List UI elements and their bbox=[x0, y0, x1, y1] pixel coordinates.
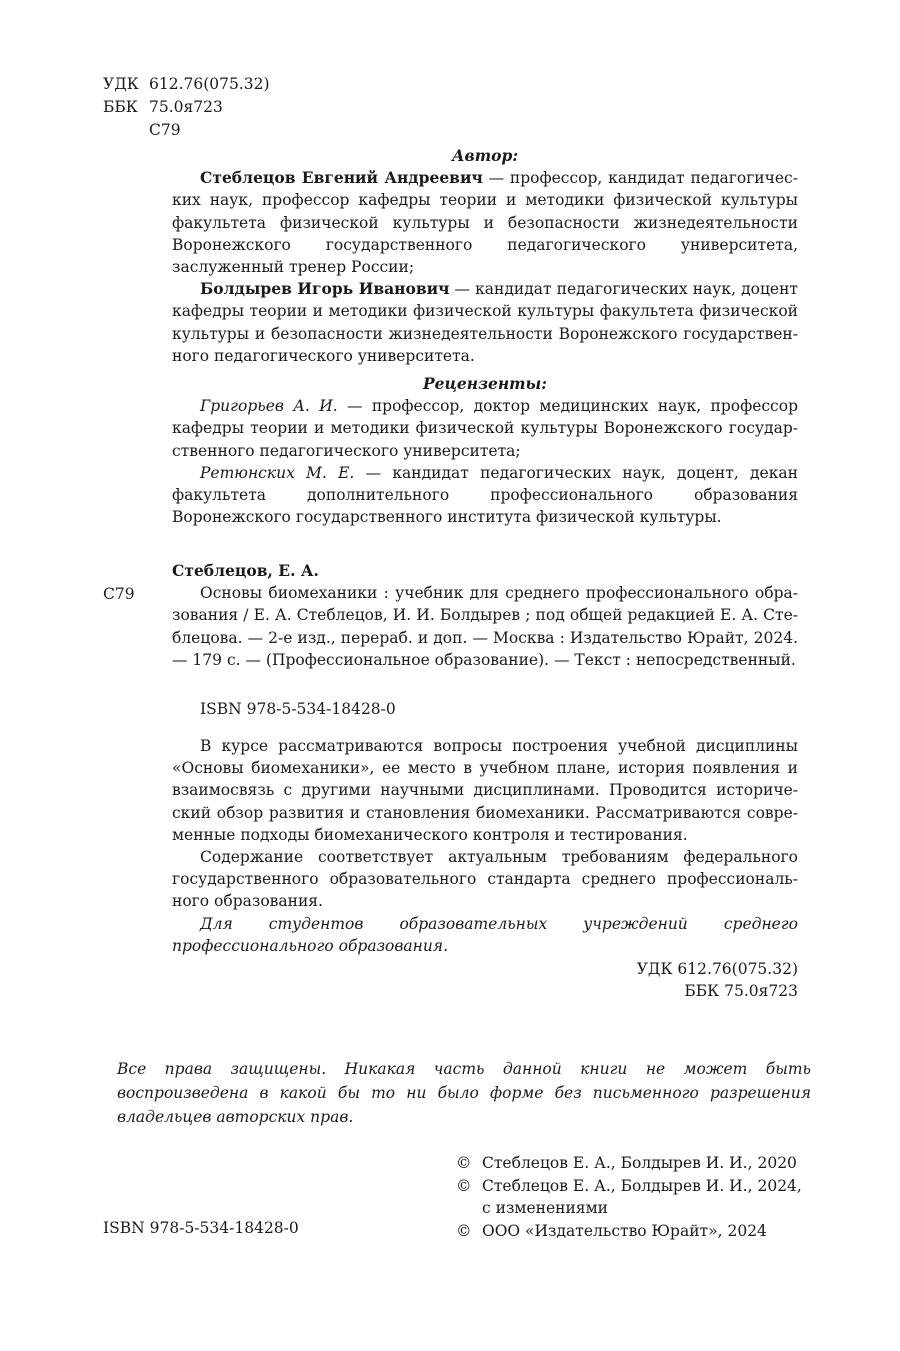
copyright-continuation: с изменениями bbox=[482, 1199, 608, 1217]
udk-code: УДК 612.76(075.32) bbox=[636, 960, 798, 978]
copyright-symbol: © bbox=[456, 1176, 472, 1195]
reviewer-entry bbox=[172, 395, 798, 462]
reviewer-name: Ретюнских М. Е. bbox=[200, 463, 355, 482]
copyright-block bbox=[456, 1152, 802, 1242]
reviewer-name: Григорьев А. И. bbox=[200, 397, 338, 416]
reviewers-section bbox=[172, 373, 798, 528]
copyright-symbol: © bbox=[456, 1221, 472, 1240]
author-description: — профессор, кандидат педагогических наук, профессор кафедры теории и методики физической культуры факультета физической культуры и безопасности жизнедеятельности Воронежского государственного педагогического университета, заслуженный тренер России; bbox=[172, 169, 798, 277]
author-name: Стеблецов Евгений Андреевич bbox=[200, 168, 483, 188]
annotation-paragraph: В курсе рассматриваются вопросы построения учебной дисциплины «Основы биомеханики», ее место в учебном плане, история появления и взаимосвязь с другими научными дисциплинами. Проводится исторический обзор развития и становления биомеханики. Рассматриваются современные подходы биомеханического контроля и тестирования. bbox=[172, 737, 798, 844]
copyright-text: Стеблецов Е. А., Болдырев И. И., 2024, bbox=[482, 1176, 802, 1195]
author-heading: Автор: bbox=[451, 146, 519, 165]
reviewer-description: — кандидат педагогических наук, доцент, декан факультета дополнительного профессионального образования Воронежского государственного института физической культуры. bbox=[172, 463, 798, 527]
bbk-code: ББК 75.0я723 bbox=[684, 982, 798, 1001]
bbk-row bbox=[103, 96, 270, 119]
classification-codes bbox=[103, 73, 270, 142]
copyright-line bbox=[456, 1175, 802, 1198]
copyright-text: Стеблецов Е. А., Болдырев И. И., 2020 bbox=[482, 1154, 797, 1172]
isbn-bottom: ISBN 978-5-534-18428-0 bbox=[103, 1219, 299, 1237]
bbk-value: 75.0я723 bbox=[149, 98, 223, 116]
annotation-audience: Для студентов образовательных учреждений среднего профессионального образования. bbox=[172, 914, 798, 955]
author-cipher: С79 bbox=[149, 121, 181, 139]
annotation-paragraph: Содержание соответствует актуальным требованиям федерального государственного образовательного стандарта среднего профессионального образования. bbox=[172, 848, 798, 911]
copyright-symbol: © bbox=[456, 1154, 472, 1172]
rights-notice: Все права защищены. Никакая часть данной книги не может быть воспроизведена в какой бы то ни было форме без письменного разрешения владельцев авторских прав. bbox=[117, 1060, 811, 1126]
bbk-label: ББК bbox=[103, 98, 138, 116]
classification-codes-right bbox=[637, 958, 798, 1002]
udk-value: 612.76(075.32) bbox=[149, 75, 270, 93]
author-description: — кандидат педагогических наук, доцент кафедры теории и методики физической культуры факультета физической культуры и безопасности жизнедеятельности Воронежского государственного педагогического университета. bbox=[172, 280, 798, 365]
reviewer-description: — профессор, доктор медицинских наук, профессор кафедры теории и методики физической культуры Воронежского государственного педагогического университета; bbox=[172, 397, 798, 460]
bibliographic-cipher: С79 bbox=[103, 585, 135, 603]
isbn: ISBN 978-5-534-18428-0 bbox=[200, 700, 396, 718]
copyright-line bbox=[456, 1220, 802, 1243]
author-entry bbox=[172, 278, 798, 367]
author-entry bbox=[172, 167, 798, 278]
udk-row bbox=[103, 73, 270, 96]
author-section bbox=[172, 145, 798, 367]
copyright-line bbox=[456, 1152, 802, 1175]
bibliographic-author: Стеблецов, Е. А. bbox=[172, 561, 319, 580]
author-name: Болдырев Игорь Иванович bbox=[200, 279, 450, 299]
annotation bbox=[172, 735, 798, 957]
udk-label: УДК bbox=[103, 75, 139, 93]
bibliographic-record bbox=[103, 560, 798, 671]
copyright-text: ООО «Издательство Юрайт», 2024 bbox=[482, 1221, 767, 1240]
reviewer-entry bbox=[172, 462, 798, 529]
bibliographic-description: Основы биомеханики : учебник для среднего профессионального образования / Е. А. Стеблецов, И. И. Болдырев ; под общей редакцией Е. А. Стеблецова. — 2-е изд., перераб. и доп. — Москва : Издательство Юрайт, 2024. — 179 с. — (Профессиональное образование). — Текст : непосредственный. bbox=[172, 584, 798, 669]
reviewers-heading: Рецензенты: bbox=[422, 374, 548, 393]
